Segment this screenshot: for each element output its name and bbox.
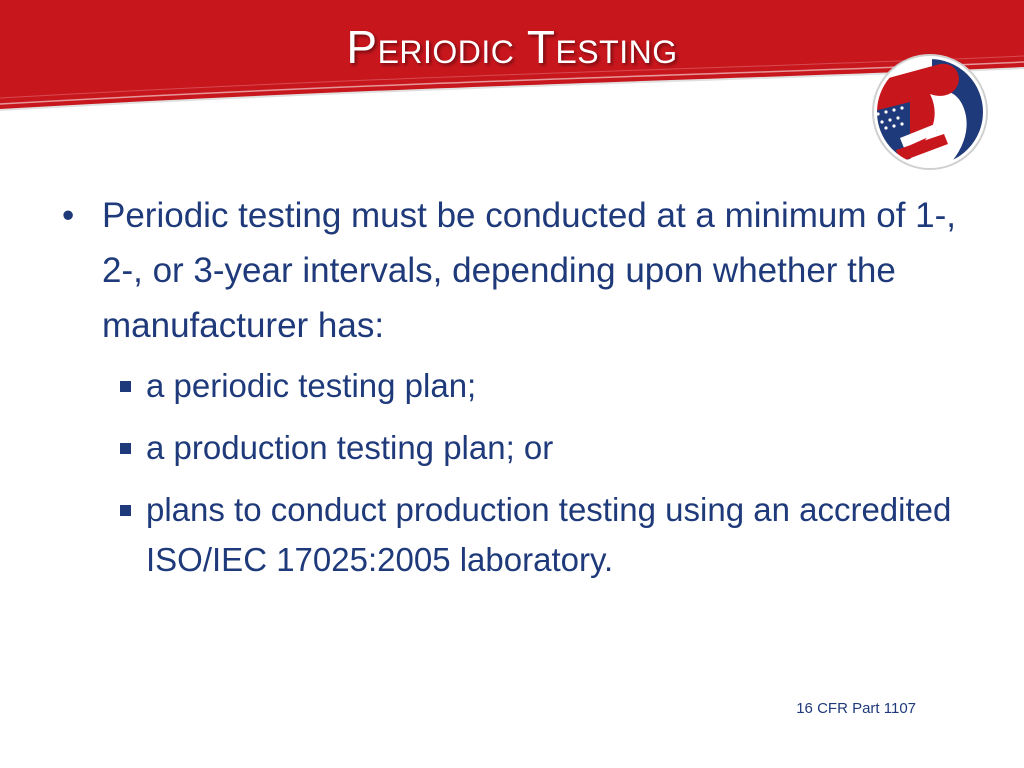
list-item [116,361,960,411]
bullet-text: Periodic testing must be conducted at a minimum of 1-, 2-, or 3-year intervals, depending upon whether the manufacturer has: [102,196,957,345]
list-item [60,188,960,353]
bullet-square-icon [120,381,131,392]
citation: 16 CFR Part 1107 [796,700,916,717]
eagle-flag-logo-icon [870,52,990,172]
slide-title: Periodic Testing [346,21,678,73]
bullet-square-icon [120,505,131,516]
sub-bullet-text: plans to conduct production testing using an accredited ISO/IEC 17025:2005 laboratory. [146,491,952,578]
slide-content [60,188,960,597]
list-item [116,485,960,585]
sub-bullet-text: a production testing plan; or [146,429,554,466]
sub-bullet-list [116,361,960,585]
sub-bullet-text: a periodic testing plan; [146,367,477,404]
bullet-square-icon [120,443,131,454]
bullet-dot-icon: • [62,196,75,235]
list-item [116,423,960,473]
